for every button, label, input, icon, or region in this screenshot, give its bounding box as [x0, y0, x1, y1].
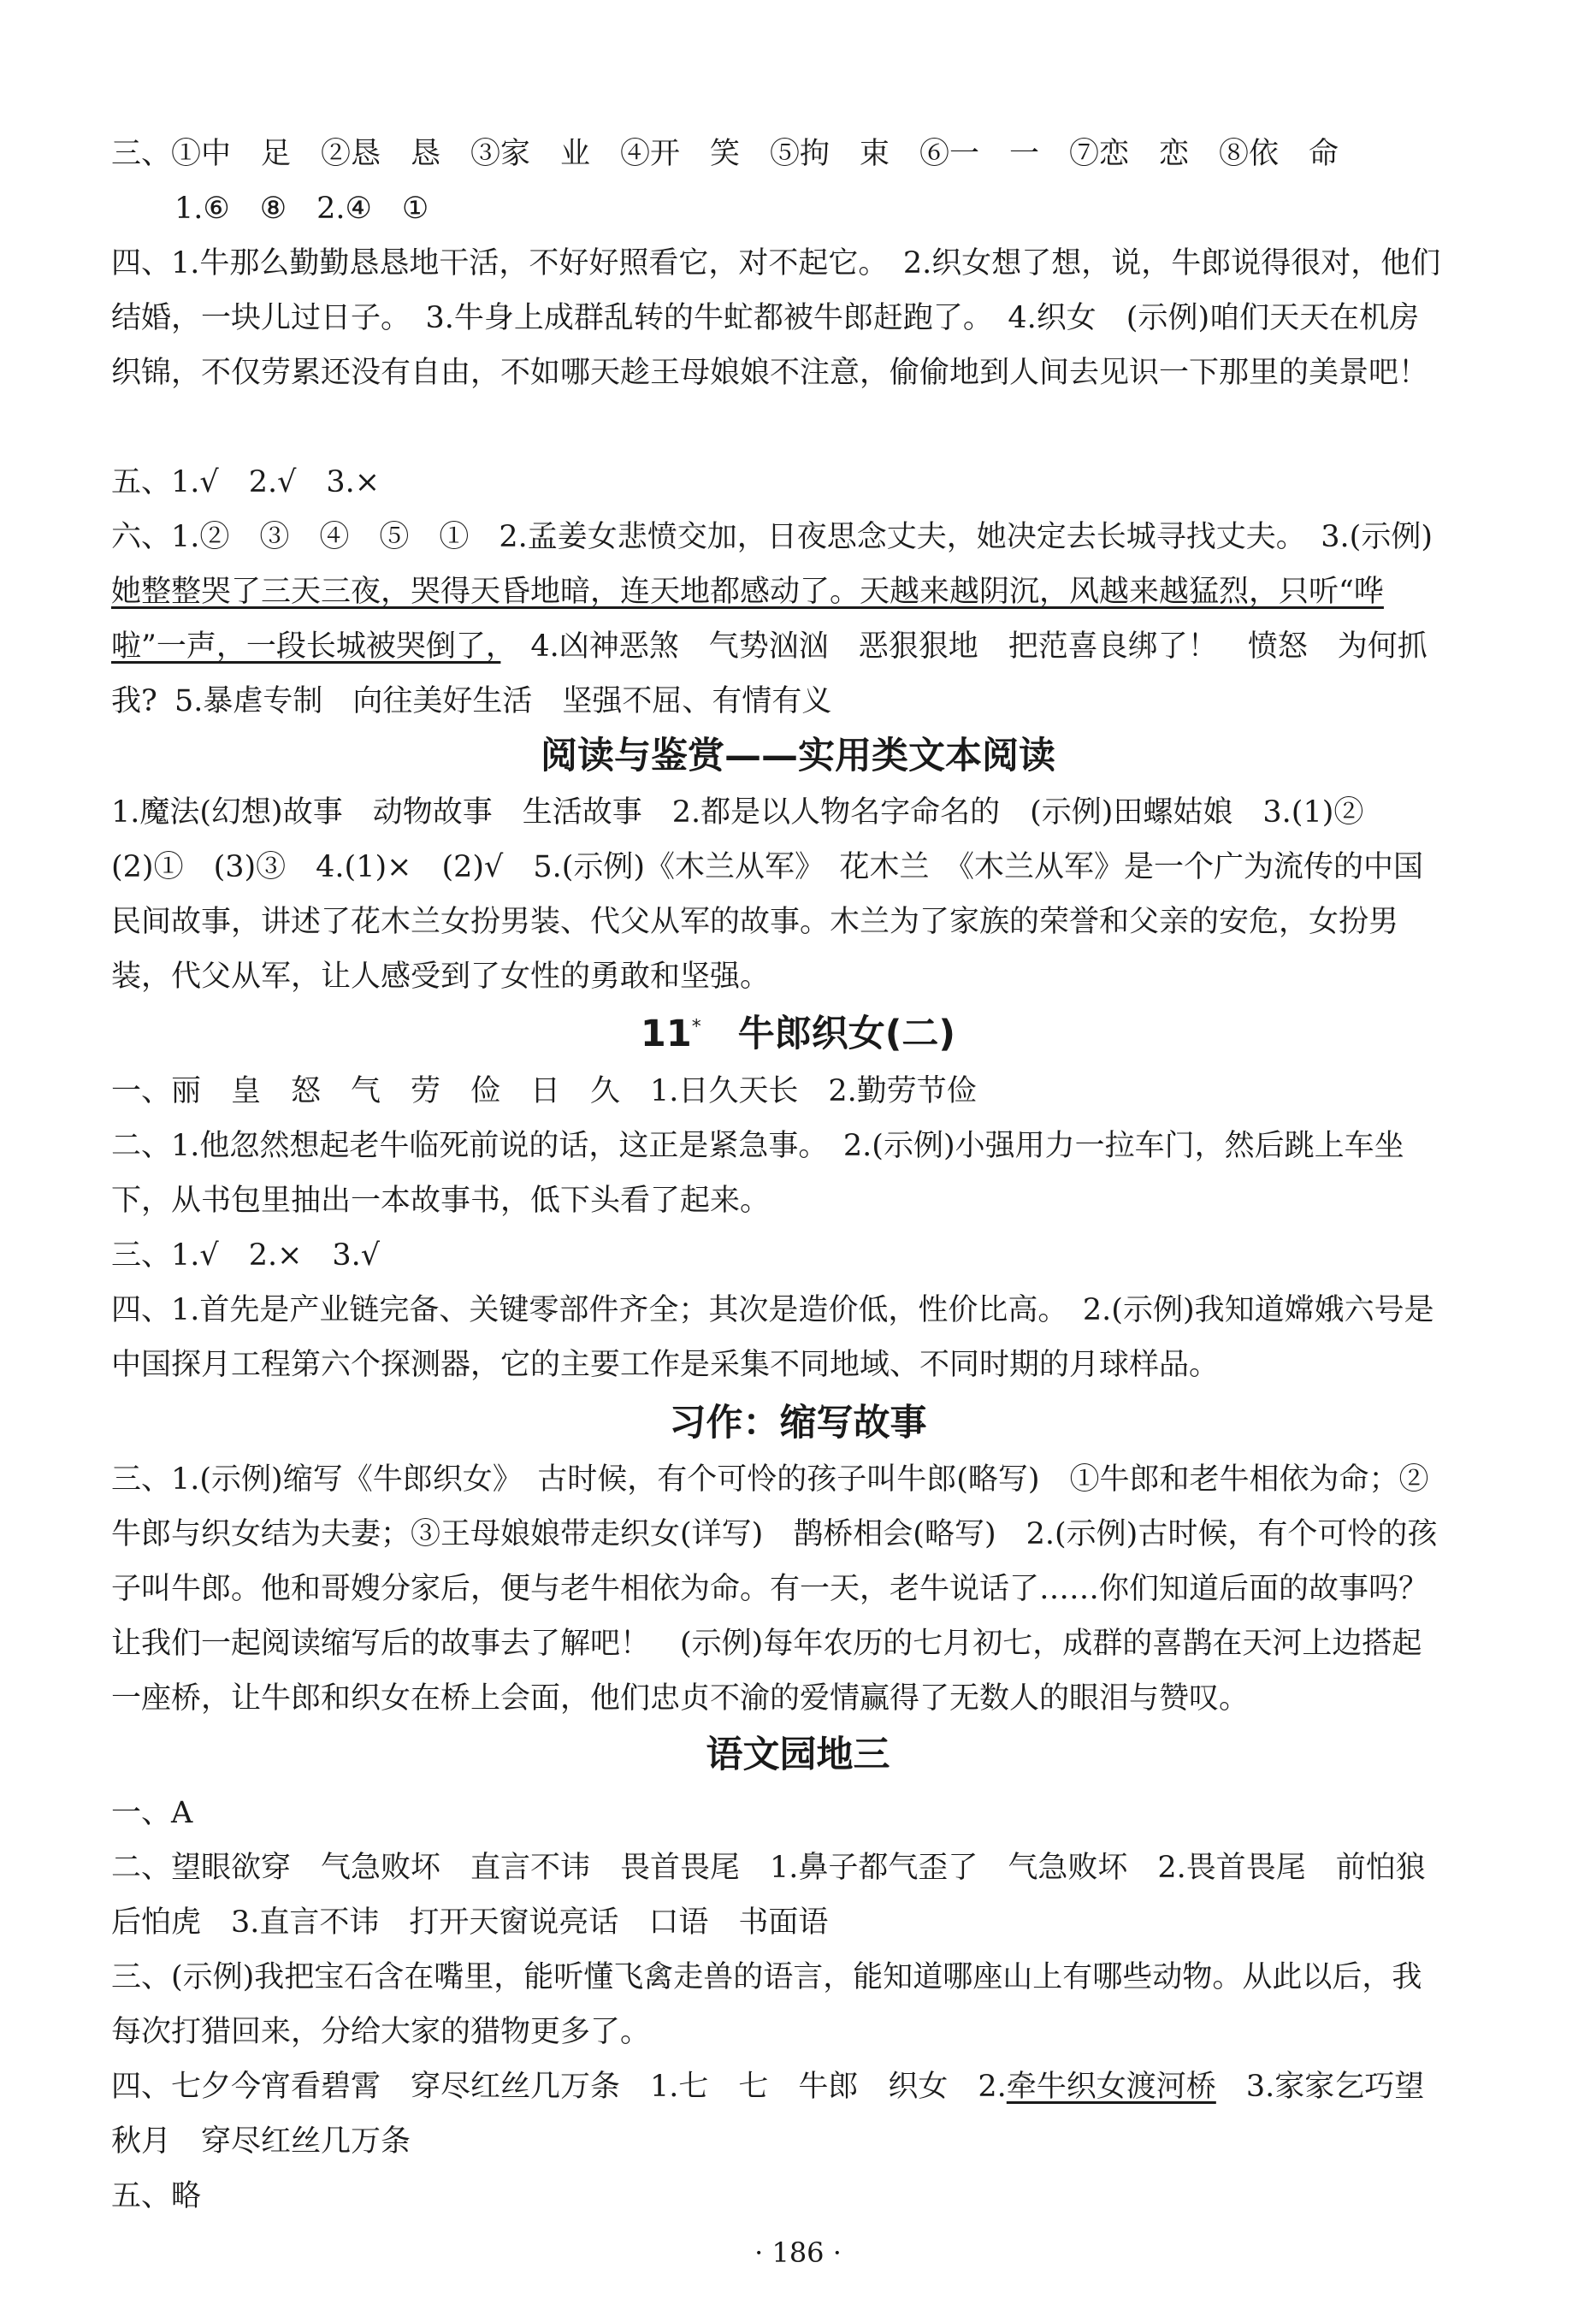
- section-4-paragraph: 四、1.牛那么勤勤恳恳地干活，不好好照看它，对不起它。 2.织女想了想，说，牛郎说得很对，他们结婚，一块儿过日子。 3.牛身上成群乱转的牛虻都被牛郎赶跑了。 4.织女 (示例)咱们天天在机房织锦，不仅劳累还没有自由，不如哪天趁王母娘娘不注意，偷偷地到人间去见识一下那里的美景吧！: [111, 246, 1441, 390]
- garden-section-3: 三、(示例)我把宝石含在嘴里，能听懂飞禽走兽的语言，能知道哪座山上有哪些动物。从此以后，我每次打猎回来，分给大家的猎物更多了。: [111, 1960, 1422, 2049]
- page-number: · 186 ·: [754, 2236, 842, 2269]
- lesson-title: 牛郎织女(二): [737, 1013, 956, 1055]
- heading-reading-appreciation: 阅读与鉴赏——实用类文本阅读: [541, 735, 1055, 777]
- lesson-11-section-4: 四、1.首先是产业链完备、关键零部件齐全；其次是造价低，性价比高。 2.(示例)我知道嫦娥六号是中国探月工程第六个探测器，它的主要工作是采集不同地域、不同时期的月球样品。: [111, 1293, 1434, 1382]
- garden-section-4: [111, 2059, 1445, 2169]
- lesson-11-section-2: 二、1.他忽然想起老牛临死前说的话，这正是紧急事。 2.(示例)小强用力一拉车门，然后跳上车坐下，从书包里抽出一本故事书，低下头看了起来。: [111, 1129, 1404, 1218]
- reading-paragraph: 1.魔法(幻想)故事 动物故事 生活故事 2.都是以人物名字命名的 (示例)田螺姑娘 3.(1)② (2)① (3)③ 4.(1)× (2)√ 5.(示例)《木兰从军》 花木兰 《木兰从军》是一个广为流传的中国民间故事，讲述了花木兰女扮男装、代父从军的故事。木兰为了家族的荣誉和父亲的安危，女扮男装，代父从军，让人感受到了女性的勇敢和坚强。: [111, 795, 1424, 994]
- heading-lesson-11: [0, 1005, 1596, 1057]
- lesson-11-section-3: 三、1.√ 2.× 3.√: [111, 1238, 381, 1273]
- garden-section-1: 一、A: [111, 1796, 193, 1830]
- section-6-line-5: 5.暴虐专制 向往美好生活 坚强不屈、有情有义: [174, 684, 832, 718]
- section-6-part-b: 4.凶神恶煞 气势汹汹 恶狠狠地 把范喜良绑了！ 愤怒 为何抓我?: [111, 629, 1428, 718]
- section-3-line-2: 1.⑥ ⑧ 2.④ ①: [174, 192, 429, 226]
- section-5-line: 五、1.√ 2.√ 3.×: [111, 465, 381, 499]
- heading-chinese-garden-3: 语文园地三: [706, 1734, 890, 1776]
- writing-paragraph: 三、1.(示例)缩写《牛郎织女》 古时候，有个可怜的孩子叫牛郎(略写) ①牛郎和老牛相依为命；②牛郎与织女结为夫妻；③王母娘娘带走织女(详写) 鹊桥相会(略写) 2.(示例)古时候，有个可怜的孩子叫牛郎。他和哥嫂分家后，便与老牛相依为命。有一天，老牛说话了……你们知道后面的故事吗？让我们一起阅读缩写后的故事去了解吧！ (示例)每年农历的七月初七，成群的喜鹊在天河上边搭起一座桥，让牛郎和织女在桥上会面，他们忠贞不渝的爱情赢得了无数人的眼泪与赞叹。: [111, 1462, 1438, 1716]
- lesson-number: 11: [640, 1013, 692, 1055]
- garden-4-underlined-answer: 牵牛织女渡河桥: [1006, 2070, 1216, 2104]
- heading-writing: 习作：缩写故事: [669, 1402, 927, 1444]
- garden-4-part-b: 3.家家乞巧望秋月 穿尽红丝几万条: [111, 2070, 1425, 2159]
- lesson-11-section-1: 一、丽 皇 怒 气 劳 俭 日 久 1.日久天长 2.勤劳节俭: [111, 1074, 977, 1108]
- garden-4-part-a: 四、七夕今宵看碧霄 穿尽红丝几万条 1.七 七 牛郎 织女 2.: [111, 2070, 1007, 2104]
- lesson-star-mark: *: [691, 1016, 701, 1038]
- garden-section-5: 五、略: [111, 2179, 202, 2213]
- garden-section-2: 二、望眼欲穿 气急败坏 直言不讳 畏首畏尾 1.鼻子都气歪了 气急败坏 2.畏首畏尾 前怕狼后怕虎 3.直言不讳 打开天窗说亮话 口语 书面语: [111, 1851, 1426, 1940]
- section-6-part-a: 六、1.② ③ ④ ⑤ ① 2.孟姜女悲愤交加，日夜思念丈夫，她决定去长城寻找丈夫。 3.(示例): [111, 520, 1433, 554]
- section-3-line-1: 三、①中 足 ②恳 恳 ③家 业 ④开 笑 ⑤拘 束 ⑥一 一 ⑦恋 恋 ⑧依 命: [111, 137, 1339, 171]
- section-6-underlined-answer: 她整整哭了三天三夜，哭得天昏地暗，连天地都感动了。天越来越阴沉，风越来越猛烈，只听“哗啦”一声，一段长城被哭倒了，: [111, 575, 1384, 664]
